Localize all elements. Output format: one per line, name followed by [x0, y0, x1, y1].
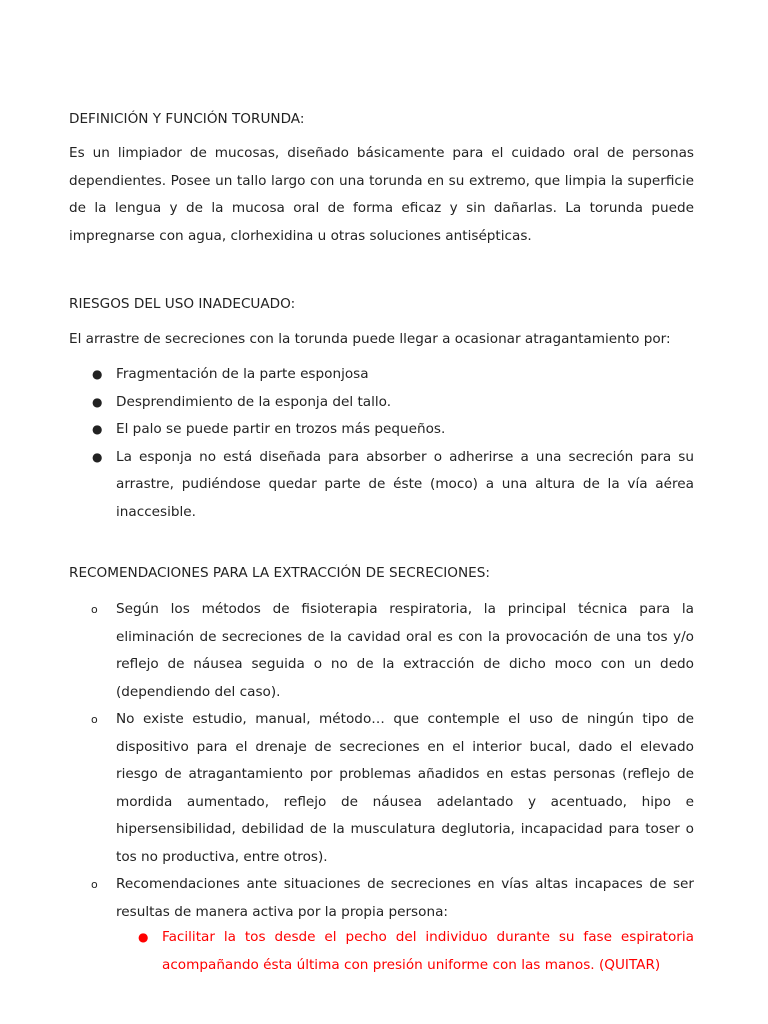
circle-bullet-icon: o	[91, 713, 98, 726]
list-item-highlighted: ● Facilitar la tos desde el pecho del individuo durante su fase espiratoria acompañando ésta última con presión uniforme con las manos. (QUITAR)	[116, 924, 694, 979]
list-item: ● El palo se puede partir en trozos más pequeños.	[69, 416, 694, 444]
list-item: ● Fragmentación de la parte esponjosa	[69, 361, 694, 389]
risks-intro: El arrastre de secreciones con la torunda puede llegar a ocasionar atragantamiento por:	[69, 331, 671, 347]
recommendations-sublist	[116, 924, 694, 979]
list-item: o No existe estudio, manual, método… que contemple el uso de ningún tipo de dispositivo para el drenaje de secreciones en el interior bucal, dado el elevado riesgo de atragantamiento por problemas añadidos en estas personas (reflejo de mordida aumentado, reflejo de náusea adelantado y acentuado, hipo e hipersensibilidad, debilidad de la musculatura deglutoria, incapacidad para toser o tos no productiva, entre otros).	[69, 706, 694, 871]
risks-bullet-list	[69, 361, 694, 526]
bullet-icon: ●	[92, 422, 103, 436]
definition-paragraph: Es un limpiador de mucosas, diseñado básicamente para el cuidado oral de personas dependientes. Posee un tallo largo con una torunda en su extremo, que limpia la superficie de la lengua y de la mucosa oral de forma eficaz y sin dañarlas. La torunda puede impregnarse con agua, clorhexidina u otras soluciones antisépticas.	[69, 145, 694, 244]
bullet-icon: ●	[92, 394, 103, 409]
recommendations-list	[69, 596, 694, 926]
section-heading-definicion: DEFINICIÓN Y FUNCIÓN TORUNDA:	[69, 111, 305, 127]
bullet-icon: ●	[138, 930, 149, 944]
section-heading-recomendaciones: RECOMENDACIONES PARA LA EXTRACCIÓN DE SECRECIONES:	[69, 565, 490, 581]
list-item: o Según los métodos de fisioterapia respiratoria, la principal técnica para la eliminación de secreciones de la cavidad oral es con la provocación de una tos y/o reflejo de náusea seguida o no de la extracción de dicho moco con un dedo (dependiendo del caso).	[69, 596, 694, 706]
bullet-icon: ●	[92, 367, 103, 381]
list-item: ● Desprendimiento de la esponja del tallo.	[69, 389, 694, 417]
list-item: ● La esponja no está diseñada para absorber o adherirse a una secreción para su arrastre, pudiéndose quedar parte de éste (moco) a una altura de la vía aérea inaccesible.	[69, 444, 694, 527]
list-item: o Recomendaciones ante situaciones de secreciones en vías altas incapaces de ser resultas de manera activa por la propia persona:	[69, 871, 694, 926]
circle-bullet-icon: o	[91, 878, 98, 891]
section-heading-riesgos: RIESGOS DEL USO INADECUADO:	[69, 296, 296, 312]
circle-bullet-icon: o	[91, 603, 98, 616]
bullet-icon: ●	[92, 449, 103, 464]
